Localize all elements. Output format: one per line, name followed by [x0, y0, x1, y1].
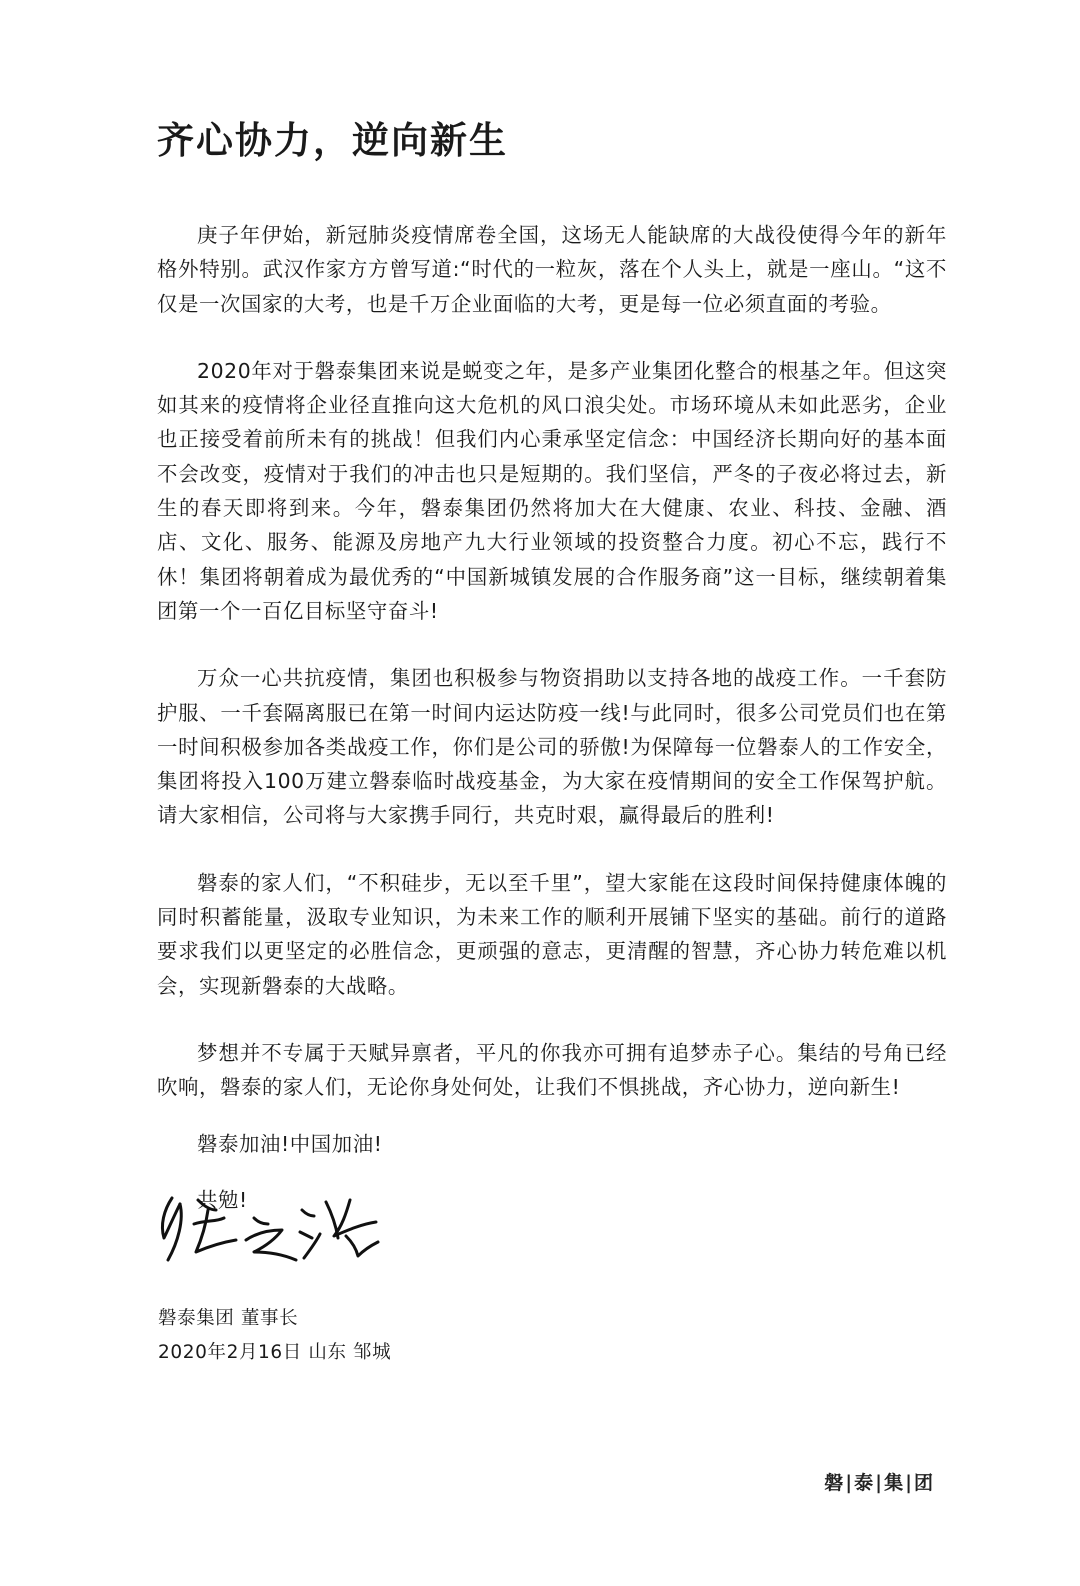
page-title: 齐心协力，逆向新生 [157, 119, 508, 162]
closing-line: 共勉! [197, 1187, 248, 1212]
letter-date-place: 2020年2月16日 山东 邹城 [158, 1342, 392, 1363]
paragraph-3: 万众一心共抗疫情，集团也积极参与物资捐助以支持各地的战疫工作。一千套防护服、一千套隔离服已在第一时间内运达防疫一线!与此同时，很多公司党员们也在第一时间积极参加各类战疫工作，你们是公司的骄傲!为保障每一位磐泰人的工作安全，集团将投入100万建立磐泰临时战疫基金，为大家在疫情期间的安全工作保驾护航。请大家相信，公司将与大家携手同行，共克时艰，赢得最后的胜利! [157, 666, 947, 828]
signature-block [158, 1302, 391, 1370]
paragraph-5: 梦想并不专属于天赋异禀者，平凡的你我亦可拥有追梦赤子心。集结的号角已经吹响，磐泰的家人们，无论你身处何处，让我们不惧挑战，齐心协力，逆向新生! [157, 1040, 947, 1100]
paragraph-1: 庚子年伊始，新冠肺炎疫情席卷全国，这场无人能缺席的大战役使得今年的新年格外特别。武汉作家方方曾写道:“时代的一粒灰，落在个人头上，就是一座山。“这不仅是一次国家的大考，也是千万企业面临的大考，更是每一位必须直面的考验。 [157, 223, 947, 316]
letter-body [157, 218, 947, 1239]
footer-brand-mark: 磐|泰|集|团 [824, 1472, 935, 1494]
cheer-line: 磐泰加油!中国加油! [197, 1131, 383, 1156]
paragraph-4: 磐泰的家人们，“不积硅步，无以至千里”，望大家能在这段时间保持健康体魄的同时积蓄能量，汲取专业知识，为未来工作的顺利开展铺下坚实的基础。前行的道路要求我们以更坚定的必胜信念，更顽强的意志，更清醒的智慧，齐心协力转危难以机会，实现新磐泰的大战略。 [157, 870, 947, 998]
handwritten-signature [150, 1180, 390, 1265]
signer-role: 磐泰集团 董事长 [158, 1308, 299, 1329]
paragraph-2: 2020年对于磐泰集团来说是蜕变之年，是多产业集团化整合的根基之年。但这突如其来的疫情将企业径直推向这大危机的风口浪尖处。市场环境从未如此恶劣，企业也正接受着前所未有的挑战！但我们内心秉承坚定信念：中国经济长期向好的基本面不会改变，疫情对于我们的冲击也只是短期的。我们坚信，严冬的子夜必将过去，新生的春天即将到来。今年，磐泰集团仍然将加大在大健康、农业、科技、金融、酒店、文化、服务、能源及房地产九大行业领域的投资整合力度。初心不忘，践行不休！集团将朝着成为最优秀的“中国新城镇发展的合作服务商”这一目标，继续朝着集团第一个一百亿目标坚守奋斗! [157, 358, 947, 623]
